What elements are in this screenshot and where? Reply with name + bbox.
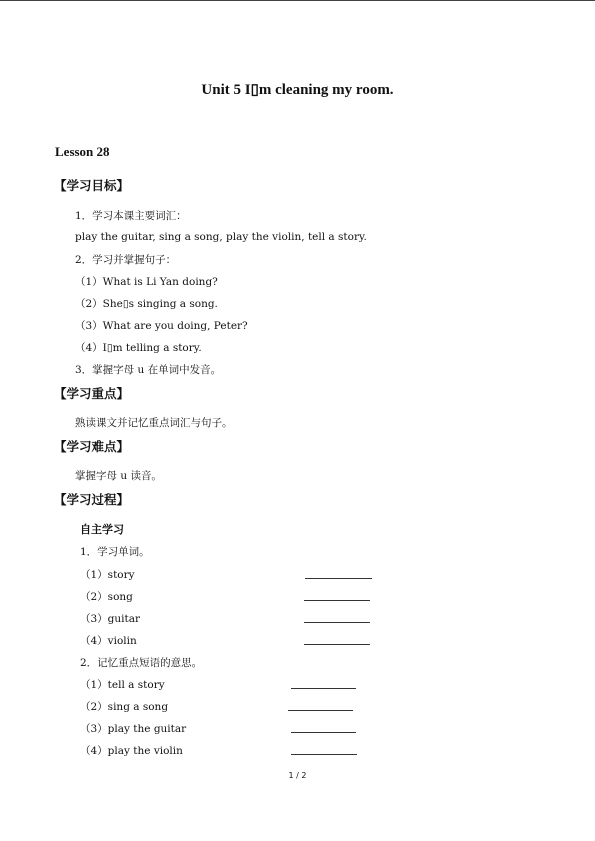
goal-sentence-3: （3）What are you doing, Peter? xyxy=(75,320,248,332)
goal-vocab-list: play the guitar, sing a song, play the violin, tell a story. xyxy=(75,231,367,243)
goal-item-1: 1．学习本课主要词汇： xyxy=(75,210,187,222)
phrase-1-answer-blank[interactable] xyxy=(291,688,356,689)
goal-sentence-1: （1）What is Li Yan doing? xyxy=(75,276,218,288)
page-number: 1 / 2 xyxy=(288,771,307,780)
page-top-border xyxy=(0,0,595,1)
phrase-item-3: （3）play the guitar xyxy=(80,723,187,735)
task-2-label: 2．记忆重点短语的意思。 xyxy=(80,657,203,669)
section-heading-goals: 【学习目标】 xyxy=(54,178,130,193)
difficulties-text: 掌握字母 u 读音。 xyxy=(75,470,162,482)
word-2-answer-blank[interactable] xyxy=(304,600,370,601)
word-1-answer-blank[interactable] xyxy=(305,578,372,579)
word-item-4: （4）violin xyxy=(80,635,137,647)
goal-sentence-2: （2）She▯s singing a song. xyxy=(75,298,218,310)
phrase-item-1: （1）tell a story xyxy=(80,679,165,691)
phrase-4-answer-blank[interactable] xyxy=(291,754,357,755)
section-heading-key-points: 【学习重点】 xyxy=(54,386,130,401)
goal-sentence-4: （4）I▯m telling a story. xyxy=(75,342,202,354)
phrase-item-2: （2）sing a song xyxy=(80,701,169,713)
page-title: Unit 5 I▯m cleaning my room. xyxy=(201,82,394,98)
phrase-item-4: （4）play the violin xyxy=(80,745,183,757)
section-heading-process: 【学习过程】 xyxy=(54,492,130,507)
word-3-answer-blank[interactable] xyxy=(304,622,370,623)
goal-item-3: 3．掌握字母 u 在单词中发音。 xyxy=(75,364,222,376)
section-heading-difficulties: 【学习难点】 xyxy=(54,439,130,454)
lesson-heading: Lesson 28 xyxy=(55,144,110,159)
task-1-label: 1．学习单词。 xyxy=(80,546,150,558)
goal-item-2: 2．学习并掌握句子： xyxy=(75,254,177,266)
word-item-3: （3）guitar xyxy=(80,613,141,625)
word-item-2: （2）song xyxy=(80,591,133,603)
word-4-answer-blank[interactable] xyxy=(304,644,370,645)
self-study-subheading: 自主学习 xyxy=(80,523,124,536)
key-points-text: 熟读课文并记忆重点词汇与句子。 xyxy=(75,417,233,429)
phrase-2-answer-blank[interactable] xyxy=(288,710,353,711)
word-item-1: （1）story xyxy=(80,569,135,581)
phrase-3-answer-blank[interactable] xyxy=(291,732,356,733)
